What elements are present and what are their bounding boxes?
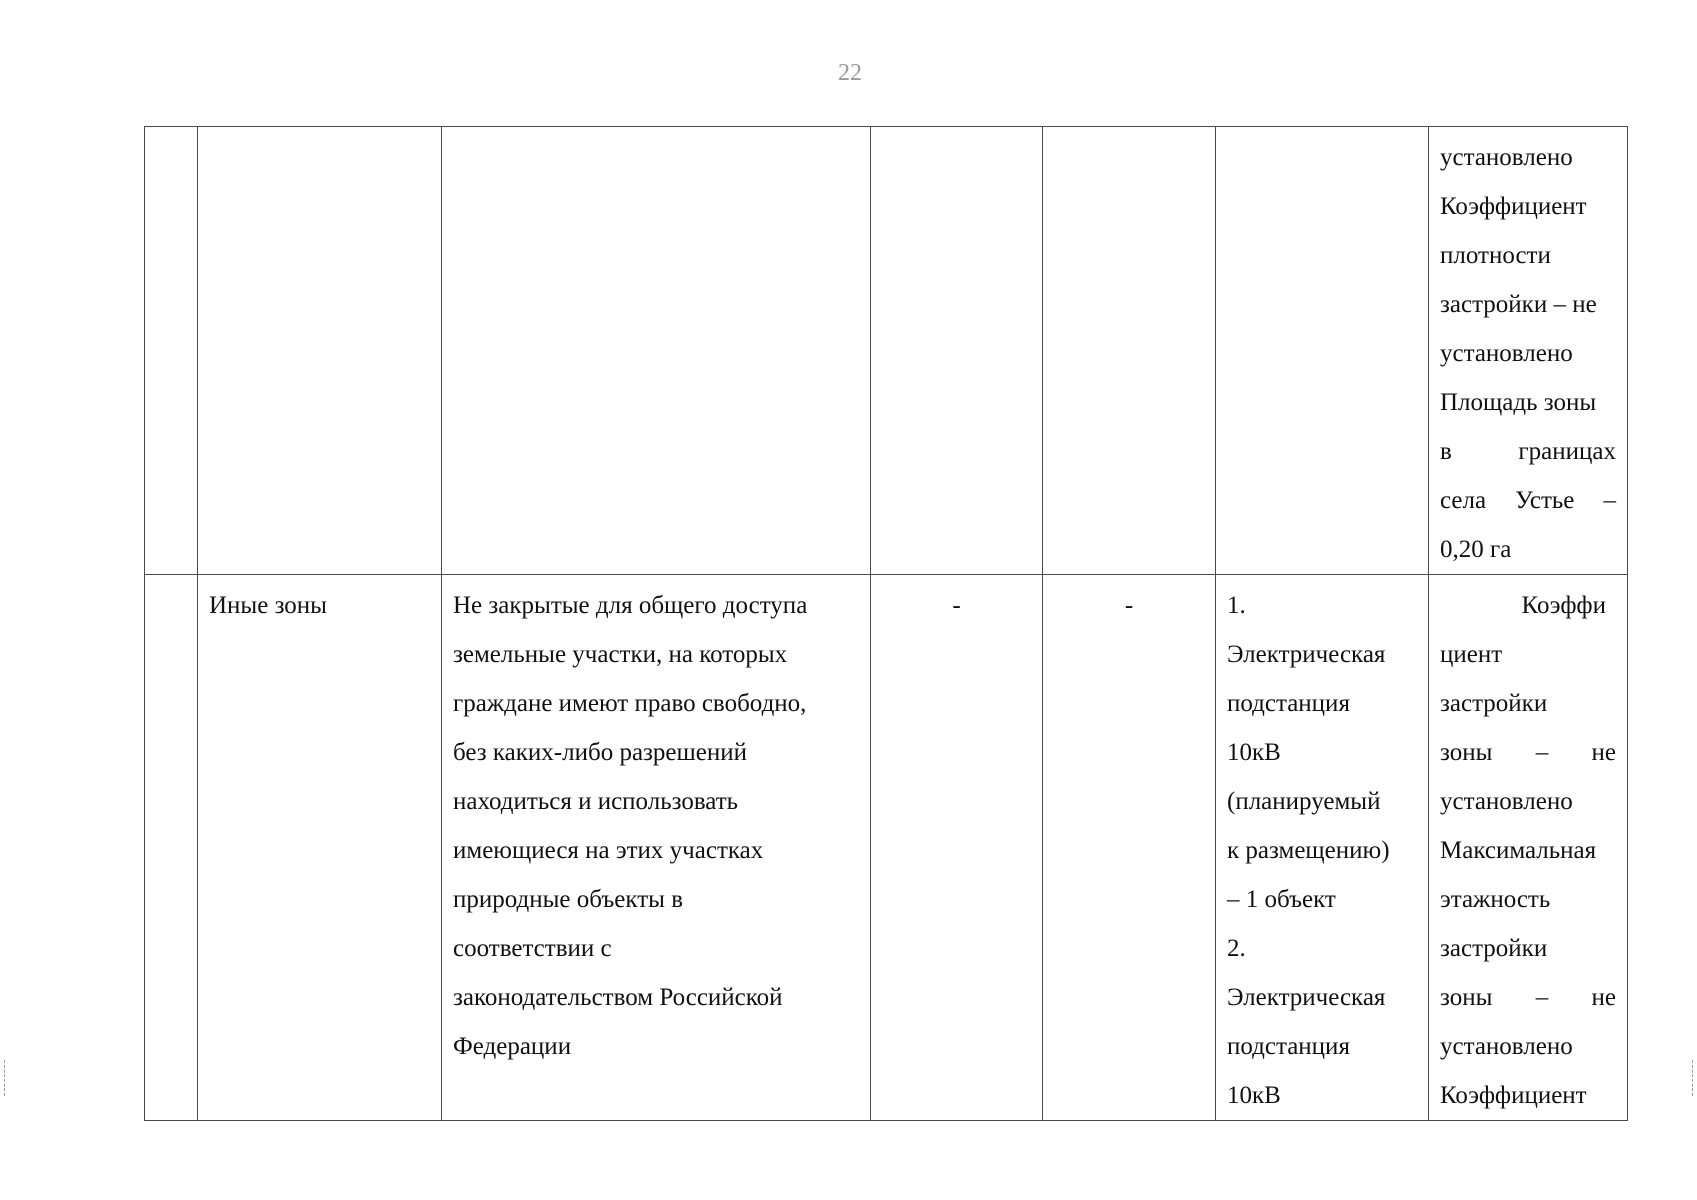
description-line: соответствии с — [453, 935, 612, 962]
description-line: граждане имеют право свободно, — [453, 690, 807, 717]
scan-edge-mark-right — [1692, 1060, 1695, 1096]
table-cell-col4 — [871, 127, 1043, 575]
description-line: законодательством Российской — [453, 984, 783, 1011]
description-line: Федерации — [453, 1033, 572, 1060]
objects-line: Электрическая — [1227, 641, 1386, 668]
parameters-line: зоны – не — [1440, 984, 1616, 1011]
parameters-line: установлено — [1440, 144, 1573, 171]
objects-line: подстанция — [1227, 690, 1350, 717]
objects-line: 10кВ — [1227, 1082, 1281, 1109]
table-cell-parameters — [1429, 575, 1628, 1121]
table-cell-col5: - — [1043, 575, 1216, 1121]
parameters-line: 0,20 га — [1440, 536, 1512, 563]
objects-line: 2. — [1227, 935, 1246, 962]
table-cell-description — [442, 575, 871, 1121]
parameters-line: Максимальная — [1440, 837, 1597, 864]
table-cell-zone-name — [198, 127, 442, 575]
parameters-line: в границах — [1440, 438, 1616, 465]
table-cell-zone-name: Иные зоны — [198, 575, 442, 1121]
objects-line: – 1 объект — [1227, 886, 1336, 913]
table-cell-number — [145, 575, 198, 1121]
description-line: имеющиеся на этих участках — [453, 837, 764, 864]
parameters-line: застройки – не — [1440, 291, 1597, 318]
parameters-line: Коэффициент — [1440, 1082, 1587, 1109]
objects-line: 1. — [1227, 592, 1246, 619]
objects-line: (планируемый — [1227, 788, 1381, 815]
table-row — [145, 575, 1628, 1121]
parameters-line: плотности — [1440, 242, 1551, 269]
parameters-line: Коэффи — [1521, 592, 1606, 619]
description-line: без каких-либо разрешений — [453, 739, 748, 766]
objects-line: Электрическая — [1227, 984, 1386, 1011]
table-cell-col5 — [1043, 127, 1216, 575]
description-line: земельные участки, на которых — [453, 641, 788, 668]
description-line: Не закрытые для общего доступа — [453, 592, 808, 619]
table-row — [145, 127, 1628, 575]
parameters-line: застройки — [1440, 935, 1548, 962]
zoning-table — [144, 126, 1628, 1121]
scan-edge-mark-left — [4, 1060, 7, 1096]
parameters-line: установлено — [1440, 788, 1573, 815]
description-line: находиться и использовать — [453, 788, 739, 815]
description-line: природные объекты в — [453, 886, 683, 913]
parameters-line: застройки — [1440, 690, 1548, 717]
objects-line: 10кВ — [1227, 739, 1281, 766]
parameters-line: установлено — [1440, 340, 1573, 367]
table-cell-description — [442, 127, 871, 575]
parameters-line: Площадь зоны — [1440, 389, 1597, 416]
parameters-line: Коэффициент — [1440, 193, 1587, 220]
table-cell-parameters — [1429, 127, 1628, 575]
parameters-line: этажность — [1440, 886, 1551, 913]
table-cell-number — [145, 127, 198, 575]
parameters-line: установлено — [1440, 1033, 1573, 1060]
parameters-line: циент — [1440, 641, 1503, 668]
objects-line: подстанция — [1227, 1033, 1350, 1060]
table-cell-col4: - — [871, 575, 1043, 1121]
parameters-line: зоны – не — [1440, 739, 1616, 766]
objects-line: к размещению) — [1227, 837, 1390, 864]
page-number: 22 — [838, 60, 862, 86]
table-cell-objects — [1216, 575, 1429, 1121]
parameters-line: села Устье – — [1440, 487, 1616, 514]
table-cell-objects — [1216, 127, 1429, 575]
